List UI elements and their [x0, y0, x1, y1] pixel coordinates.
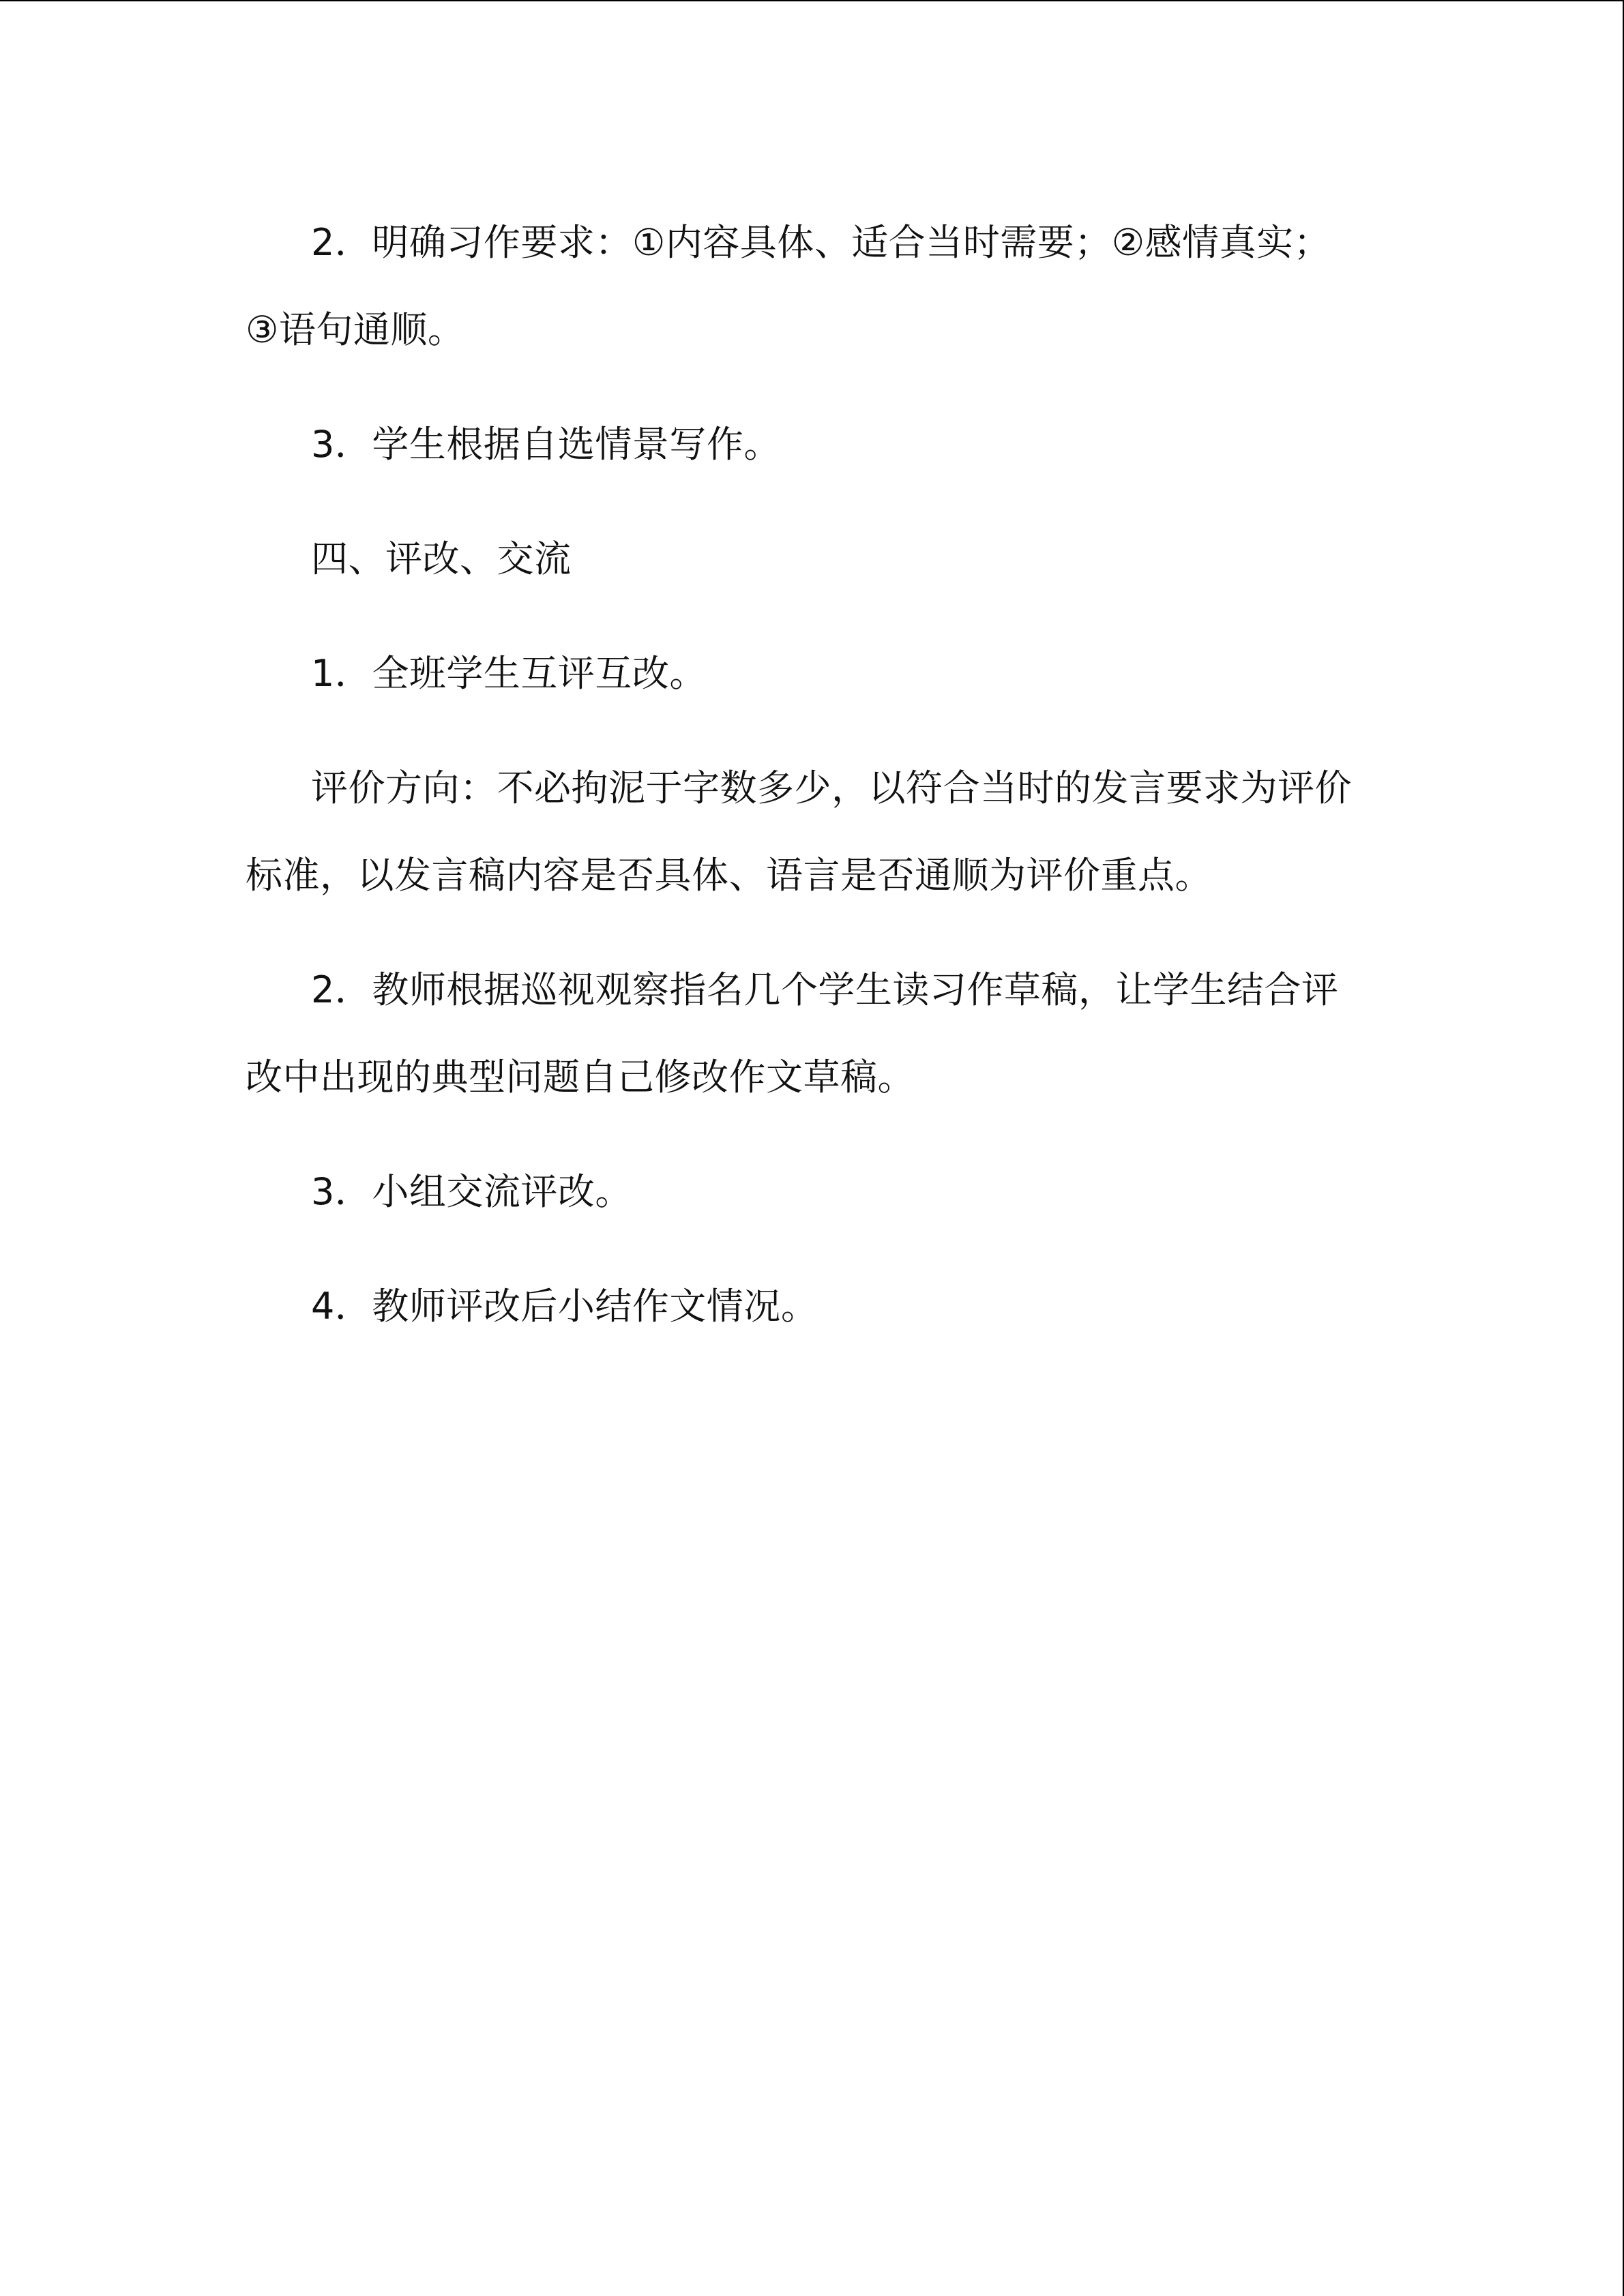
paragraph-group-exchange: 3．小组交流评改。 [311, 1170, 632, 1213]
document-body [246, 199, 1364, 1377]
paragraph-writing-requirements: 2．明确习作要求：①内容具体、适合当时需要；②感情真实；③语句通顺。 [246, 221, 1331, 351]
paragraph-evaluation-direction: 评价方向：不必拘泥于字数多少，以符合当时的发言要求为评价标准，以发言稿内容是否具体、语言是否通顺为评价重点。 [246, 766, 1352, 897]
paragraph-peer-review: 1．全班学生互评互改。 [311, 652, 707, 695]
paragraph-student-writing: 3．学生根据自选情景写作。 [311, 423, 781, 466]
section-heading-review-exchange: 四、评改、交流 [311, 537, 572, 580]
paragraph-teacher-summary: 4．教师评改后小结作文情况。 [311, 1285, 818, 1328]
paragraph-teacher-reading: 2．教师根据巡视观察指名几个学生读习作草稿，让学生结合评改中出现的典型问题自己修改作文草稿。 [246, 968, 1339, 1099]
